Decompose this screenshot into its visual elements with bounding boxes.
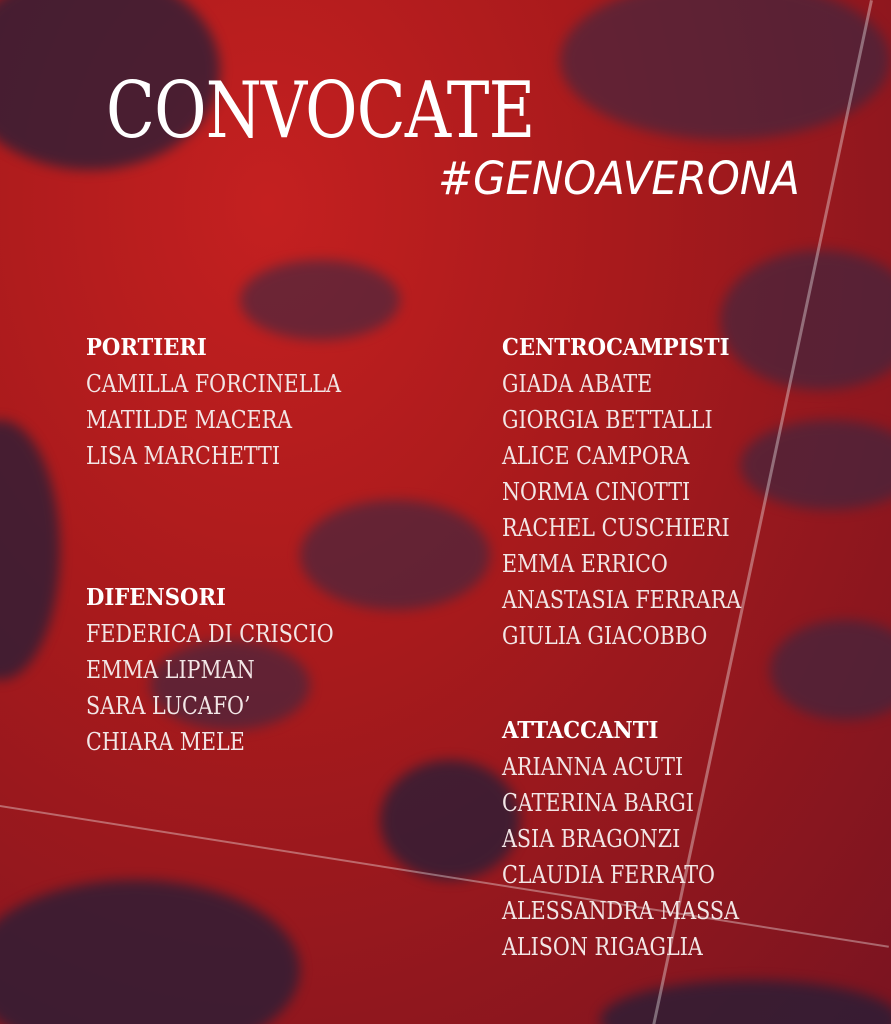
player-name: EMMA ERRICO	[502, 550, 668, 578]
player-name: MATILDE MACERA	[86, 406, 293, 434]
player-name: GIULIA GIACOBBO	[502, 622, 708, 650]
player-name: SARA LUCAFO’	[86, 692, 251, 720]
section-heading: DIFENSORI	[86, 584, 226, 611]
player-name: ALISON RIGAGLIA	[502, 933, 703, 961]
player-name: GIORGIA BETTALLI	[502, 406, 713, 434]
poster-title: CONVOCATE	[106, 66, 535, 156]
player-name: ALESSANDRA MASSA	[502, 897, 739, 925]
section-portieri	[86, 330, 383, 474]
player-list	[86, 616, 374, 760]
player-name: CHIARA MELE	[86, 728, 245, 756]
section-heading: ATTACCANTI	[502, 717, 659, 744]
section-heading: PORTIERI	[86, 334, 207, 361]
player-name: CATERINA BARGI	[502, 789, 694, 817]
player-name: CAMILLA FORCINELLA	[86, 370, 342, 398]
player-name: ARIANNA ACUTI	[502, 753, 684, 781]
section-attaccanti	[502, 713, 778, 965]
player-list	[502, 366, 780, 654]
hashtag: #GENOAVERONA	[438, 152, 800, 205]
player-name: NORMA CINOTTI	[502, 478, 691, 506]
player-name: LISA MARCHETTI	[86, 442, 280, 470]
section-difensori	[86, 580, 374, 760]
section-centrocampisti	[502, 330, 780, 654]
player-list	[502, 749, 778, 965]
player-name: ANASTASIA FERRARA	[502, 586, 742, 614]
player-name: GIADA ABATE	[502, 370, 653, 398]
player-name: CLAUDIA FERRATO	[502, 861, 715, 889]
section-heading: CENTROCAMPISTI	[502, 334, 730, 361]
player-name: EMMA LIPMAN	[86, 656, 255, 684]
player-name: ASIA BRAGONZI	[502, 825, 681, 853]
player-name: ALICE CAMPORA	[502, 442, 690, 470]
player-name: RACHEL CUSCHIERI	[502, 514, 730, 542]
player-name: FEDERICA DI CRISCIO	[86, 620, 334, 648]
player-list	[86, 366, 383, 474]
